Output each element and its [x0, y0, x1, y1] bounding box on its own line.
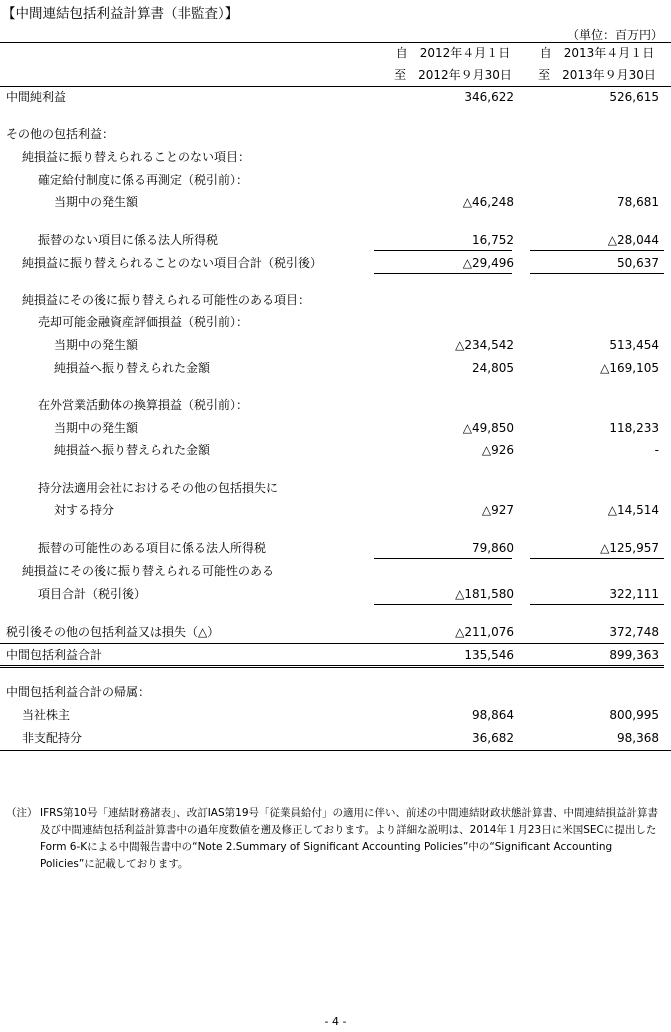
row-label: 売却可能金融資産評価損益（税引前）：	[38, 315, 249, 329]
value-prior: △927	[481, 503, 514, 517]
value-prior: △234,542	[455, 338, 514, 352]
row-label: 当社株主	[22, 708, 71, 722]
subtotal-rule	[530, 558, 664, 559]
value-current: △28,044	[607, 233, 659, 247]
column-header-line: 至 2012年９月30日	[394, 68, 512, 82]
total-double-rule	[0, 665, 664, 668]
row-label: 税引後その他の包括利益又は損失（△）	[6, 625, 220, 639]
table-row	[0, 500, 671, 520]
row-label: 確定給付制度に係る再測定（税引前）：	[38, 173, 249, 187]
table-row	[0, 312, 671, 332]
table-row	[0, 230, 671, 250]
table-row	[0, 584, 671, 604]
value-prior: 16,752	[472, 233, 514, 247]
value-prior: 346,622	[464, 90, 514, 104]
row-label: 非支配持分	[22, 731, 83, 745]
subtotal-rule	[374, 273, 512, 274]
table-row	[0, 253, 671, 273]
table-row	[0, 124, 671, 144]
table-row	[0, 705, 671, 725]
value-current: 372,748	[609, 625, 659, 639]
row-label: 持分法適用会社におけるその他の包括損失に	[38, 481, 279, 495]
footnote-tag: （注）	[6, 807, 38, 819]
table-row	[0, 335, 671, 355]
value-prior: 79,860	[472, 541, 514, 555]
subtotal-rule	[0, 643, 664, 644]
value-current: 513,454	[609, 338, 659, 352]
value-current: 50,637	[617, 256, 659, 270]
row-label: 当期中の発生額	[54, 421, 139, 435]
value-prior: △926	[481, 443, 514, 457]
value-prior: △181,580	[455, 587, 514, 601]
value-current: △169,105	[600, 361, 659, 375]
row-label: 純損益へ振り替えられた金額	[54, 443, 211, 457]
row-label: 振替の可能性のある項目に係る法人所得税	[38, 541, 267, 555]
subtotal-rule	[530, 604, 664, 605]
value-prior: △46,248	[462, 195, 514, 209]
table-row	[0, 682, 671, 702]
value-prior: 135,546	[464, 648, 514, 662]
table-bottom-rule	[0, 750, 671, 751]
table-row	[0, 561, 671, 581]
table-row	[0, 418, 671, 438]
row-label: 純損益にその後に振り替えられる可能性のある項目：	[22, 293, 311, 307]
table-row	[0, 395, 671, 415]
footnote	[6, 805, 668, 873]
value-current: -	[654, 443, 659, 457]
row-label: 純損益に振り替えられることのない項目：	[22, 150, 251, 164]
row-label: 当期中の発生額	[54, 338, 139, 352]
table-row	[0, 192, 671, 212]
table-row	[0, 290, 671, 310]
subtotal-rule	[374, 250, 512, 251]
value-current: 322,111	[609, 587, 659, 601]
value-prior: 98,864	[472, 708, 514, 722]
value-prior: △211,076	[455, 625, 514, 639]
table-row	[0, 478, 671, 498]
column-header-line: 自 2013年４月１日	[539, 46, 655, 60]
row-label: 中間包括利益合計の帰属：	[6, 685, 151, 699]
subtotal-rule	[530, 273, 664, 274]
value-current: △125,957	[600, 541, 659, 555]
table-row	[0, 538, 671, 558]
value-current: 899,363	[609, 648, 659, 662]
subtotal-rule	[374, 558, 512, 559]
value-prior: △49,850	[462, 421, 514, 435]
table-row	[0, 440, 671, 460]
column-header-current	[530, 42, 664, 86]
value-current: 98,368	[617, 731, 659, 745]
statement-title: 【中間連結包括利益計算書（非監査）】	[2, 6, 239, 22]
page-number: - 4 -	[324, 1015, 347, 1028]
value-current: 800,995	[609, 708, 659, 722]
value-current: 78,681	[617, 195, 659, 209]
row-label: 中間包括利益合計	[6, 648, 103, 662]
row-label: 在外営業活動体の換算損益（税引前）：	[38, 398, 249, 412]
row-label: その他の包括利益：	[6, 127, 115, 141]
table-row	[0, 645, 671, 665]
row-label: 振替のない項目に係る法人所得税	[38, 233, 219, 247]
value-current: △14,514	[607, 503, 659, 517]
row-label: 純損益にその後に振り替えられる可能性のある	[22, 564, 275, 578]
column-header-line: 自 2012年４月１日	[395, 46, 511, 60]
table-row	[0, 147, 671, 167]
value-prior: 36,682	[472, 731, 514, 745]
unit-label: （単位：百万円）	[566, 28, 663, 42]
row-label: 項目合計（税引後）	[38, 587, 147, 601]
table-row	[0, 728, 671, 748]
row-label: 中間純利益	[6, 90, 67, 104]
row-label: 対する持分	[54, 503, 115, 517]
value-current: 118,233	[609, 421, 659, 435]
table-row	[0, 87, 671, 107]
table-row	[0, 358, 671, 378]
column-header-prior	[386, 42, 520, 86]
value-prior: △29,496	[462, 256, 514, 270]
subtotal-rule	[530, 250, 664, 251]
row-label: 純損益に振り替えられることのない項目合計（税引後）	[22, 256, 323, 270]
subtotal-rule	[374, 604, 512, 605]
table-row	[0, 622, 671, 642]
value-current: 526,615	[609, 90, 659, 104]
table-row	[0, 170, 671, 190]
row-label: 純損益へ振り替えられた金額	[54, 361, 211, 375]
row-label: 当期中の発生額	[54, 195, 139, 209]
column-header-line: 至 2013年９月30日	[538, 68, 656, 82]
footnote-text: IFRS第10号「連結財務諸表」、改訂IAS第19号「従業員給付」の適用に伴い、前述の中間連結財政状態計算書、中間連結損益計算書及び中間連結包括利益計算書中の過年度数値を遡及修正しております。より詳細な説明は、2014年１月23日に米国SECに提出したForm 6-Kによる中間報告書中の“Note 2.Summary of Significant Accounting Policies”中の“Significant Accounting Policies”に記載しております。	[40, 807, 659, 870]
value-prior: 24,805	[472, 361, 514, 375]
